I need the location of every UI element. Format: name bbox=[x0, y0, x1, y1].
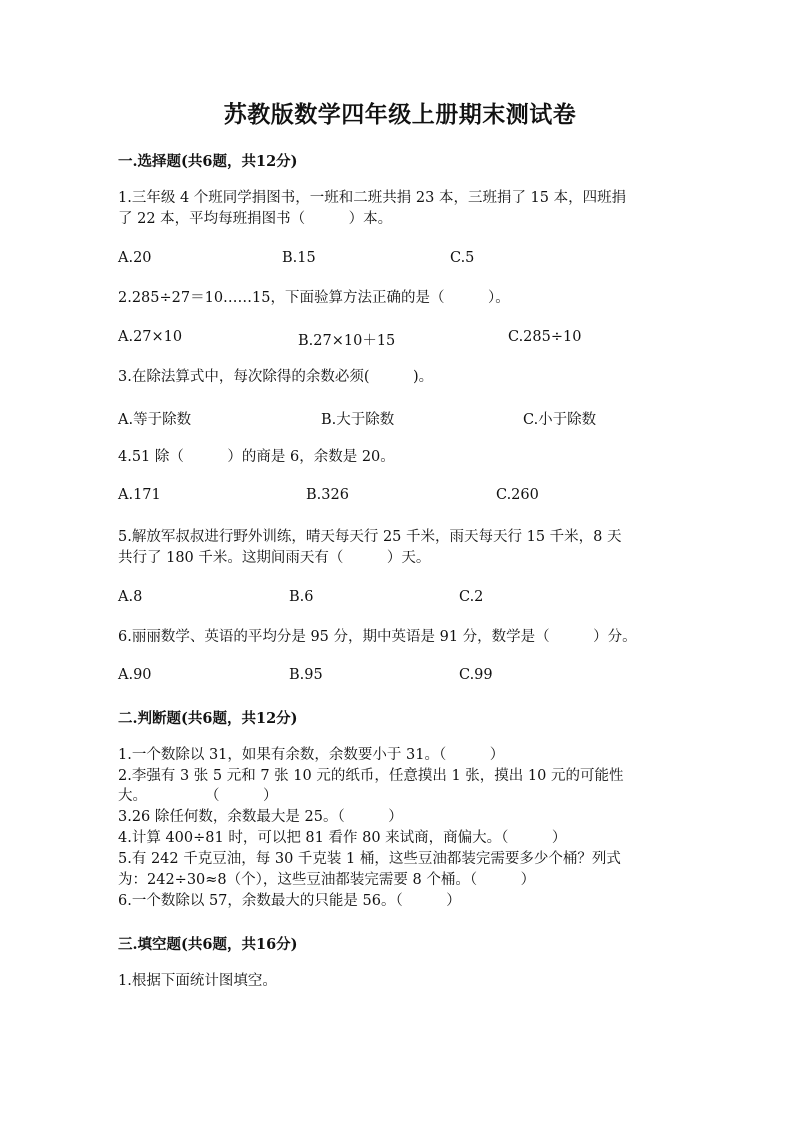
option-c: C.285÷10 bbox=[508, 329, 582, 345]
fill-line: 1.根据下面统计图填空。 bbox=[118, 973, 277, 989]
judgment-line: 2.李强有 3 张 5 元和 7 张 10 元的纸币，任意摸出 1 张，摸出 10 元的可能性 bbox=[118, 768, 624, 784]
section-heading-fill: 三.填空题(共6题，共16分) bbox=[118, 936, 298, 953]
option-a: A.8 bbox=[118, 589, 143, 605]
option-a: A.171 bbox=[118, 487, 161, 503]
option-a: A.等于除数 bbox=[118, 412, 192, 428]
question-line: 6.丽丽数学、英语的平均分是 95 分，期中英语是 91 分，数学是（ ）分。 bbox=[118, 629, 637, 645]
page-title: 苏教版数学四年级上册期末测试卷 bbox=[223, 101, 577, 128]
option-b: B.326 bbox=[306, 487, 349, 503]
option-b: B.27×10＋15 bbox=[298, 333, 396, 349]
judgment-line: 大。 （ ） bbox=[118, 788, 278, 804]
option-a: A.27×10 bbox=[118, 329, 183, 345]
option-c: C.5 bbox=[450, 250, 475, 266]
option-b: B.6 bbox=[289, 589, 314, 605]
option-b: B.大于除数 bbox=[321, 412, 395, 428]
question-line: 了 22 本，平均每班捐图书（ ）本。 bbox=[118, 211, 393, 227]
option-c: C.小于除数 bbox=[523, 412, 597, 428]
option-a: A.20 bbox=[118, 250, 152, 266]
option-b: B.15 bbox=[282, 250, 316, 266]
option-a: A.90 bbox=[118, 667, 152, 683]
judgment-line: 4.计算 400÷81 时，可以把 81 看作 80 来试商，商偏大。（ ） bbox=[118, 830, 567, 846]
judgment-line: 为：242÷30≈8（个），这些豆油都装完需要 8 个桶。（ ） bbox=[118, 872, 536, 888]
question-line: 共行了 180 千米。这期间雨天有（ ）天。 bbox=[118, 550, 431, 566]
option-c: C.99 bbox=[459, 667, 493, 683]
question-line: 5.解放军叔叔进行野外训练，晴天每天行 25 千米，雨天每天行 15 千米，8 天 bbox=[118, 529, 622, 545]
judgment-line: 5.有 242 千克豆油，每 30 千克装 1 桶，这些豆油都装完需要多少个桶？列式 bbox=[118, 851, 621, 867]
judgment-line: 1.一个数除以 31，如果有余数，余数要小于 31。（ ） bbox=[118, 747, 505, 763]
judgment-line: 6.一个数除以 57，余数最大的只能是 56。（ ） bbox=[118, 893, 461, 909]
section-heading-judgment: 二.判断题(共6题，共12分) bbox=[118, 710, 298, 727]
question-line: 4.51 除（ ）的商是 6，余数是 20。 bbox=[118, 449, 395, 465]
question-line: 1.三年级 4 个班同学捐图书，一班和二班共捐 23 本，三班捐了 15 本，四班捐 bbox=[118, 190, 627, 206]
question-line: 2.285÷27＝10……15，下面验算方法正确的是（ ）。 bbox=[118, 290, 510, 306]
section-heading-choice: 一.选择题(共6题，共12分) bbox=[118, 153, 298, 170]
question-line: 3.在除法算式中，每次除得的余数必须( )。 bbox=[118, 369, 434, 385]
option-c: C.2 bbox=[459, 589, 484, 605]
judgment-line: 3.26 除任何数，余数最大是 25。（ ） bbox=[118, 809, 403, 825]
option-c: C.260 bbox=[496, 487, 539, 503]
option-b: B.95 bbox=[289, 667, 323, 683]
